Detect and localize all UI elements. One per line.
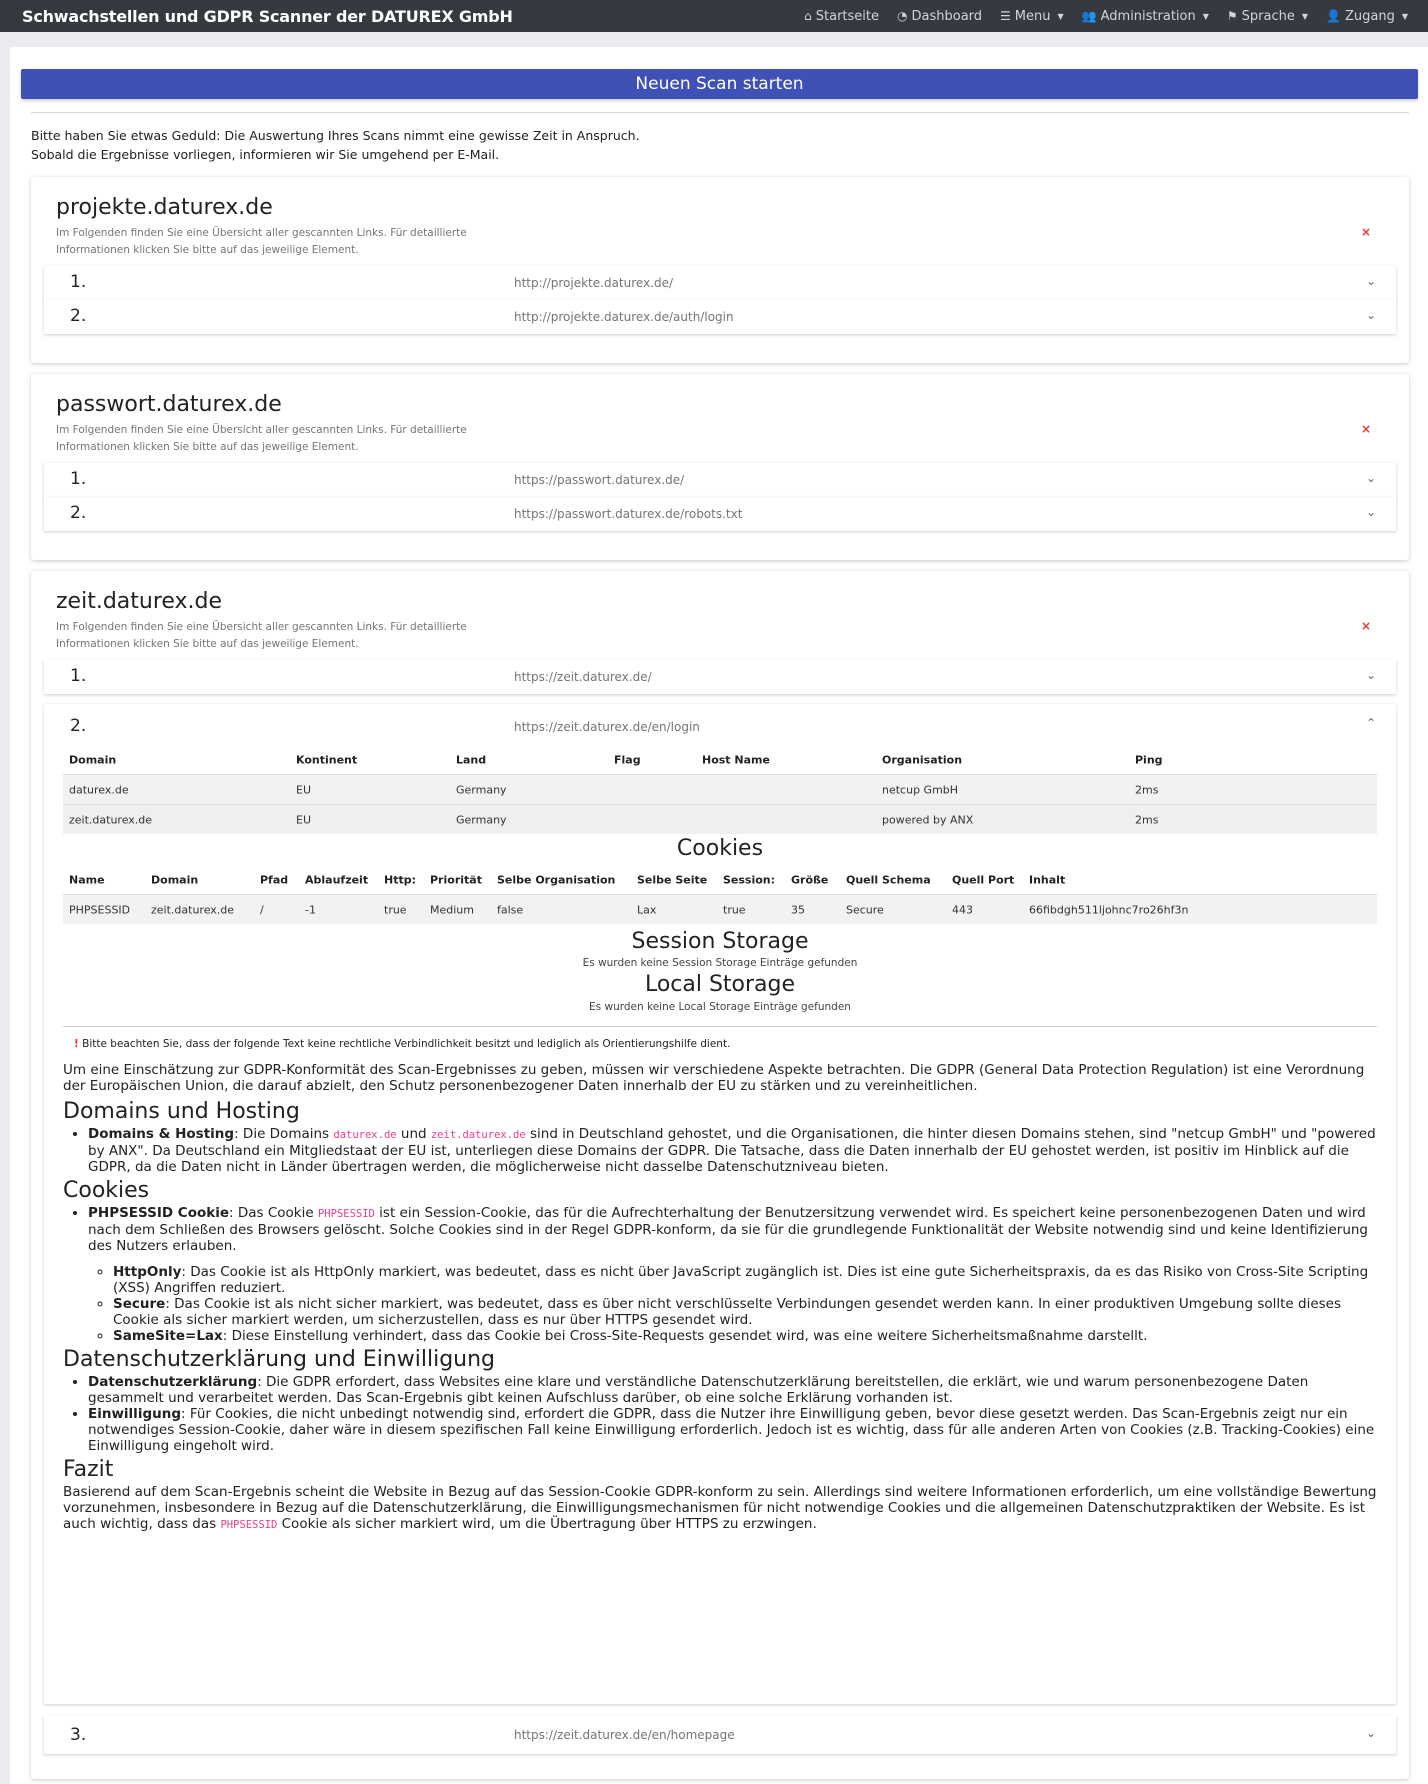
inline-code: PHPSESSID <box>317 1208 375 1220</box>
domain-title: passwort.daturex.de <box>56 392 282 417</box>
link-number: 1. <box>70 469 87 489</box>
col-ablaufzeit: Ablaufzeit <box>305 873 369 887</box>
list-domains <box>63 1126 1383 1175</box>
cell: / <box>260 903 264 916</box>
link-url: https://zeit.daturex.de/ <box>514 670 652 684</box>
domain-card-passwort <box>31 374 1409 560</box>
exclamation-icon: ! <box>74 1038 79 1050</box>
col-domain: Domain <box>151 873 199 887</box>
link-url: http://projekte.daturex.de/auth/login <box>514 310 734 324</box>
local-storage-note: Es wurden keine Local Storage Einträge gefunden <box>589 1001 851 1013</box>
delete-domain-button[interactable]: × <box>1360 619 1371 633</box>
link-url: https://passwort.daturex.de/robots.txt <box>514 507 743 521</box>
link-number: 1. <box>70 666 87 686</box>
col-ping: Ping <box>1135 753 1163 767</box>
list-item <box>113 1264 1383 1296</box>
nav-zugang[interactable] <box>1326 9 1408 24</box>
item-label: HttpOnly <box>113 1264 182 1280</box>
hosts-table <box>63 746 1377 834</box>
col-http: Http: <box>384 873 416 887</box>
link-url: https://zeit.daturex.de/en/login <box>514 720 700 734</box>
top-navbar <box>0 0 1428 32</box>
nav-sprache-label: Sprache <box>1241 8 1295 24</box>
item-label: Datenschutzerklärung <box>88 1374 258 1390</box>
cell: true <box>723 903 746 916</box>
chevron-down-icon[interactable]: ⌄ <box>1365 471 1376 485</box>
col-domain: Domain <box>69 753 117 767</box>
col-name: Name <box>69 873 105 887</box>
inline-code: PHPSESSID <box>220 1519 278 1531</box>
col-quell-port: Quell Port <box>952 873 1015 887</box>
chevron-down-icon[interactable]: ⌄ <box>1365 308 1376 322</box>
nav-administration[interactable] <box>1082 9 1209 24</box>
fazit-text <box>63 1484 1383 1533</box>
link-row[interactable] <box>44 300 1396 334</box>
cell: zeit.daturex.de <box>151 903 235 916</box>
delete-domain-button[interactable]: × <box>1360 422 1371 436</box>
divider <box>31 112 1409 113</box>
delete-domain-button[interactable]: × <box>1360 225 1371 239</box>
divider <box>63 1026 1377 1027</box>
chevron-up-icon[interactable]: ⌃ <box>1365 716 1376 730</box>
nav-startseite[interactable] <box>804 9 879 24</box>
list-cookies <box>63 1205 1383 1344</box>
link-row[interactable] <box>44 1716 1396 1754</box>
main-container <box>10 47 1428 1784</box>
sublist-cookie-flags <box>88 1264 1383 1344</box>
table-header <box>63 746 1377 774</box>
cell: daturex.de <box>69 783 129 796</box>
start-scan-button[interactable]: Neuen Scan starten <box>21 69 1418 99</box>
cell: powered by ANX <box>882 813 974 826</box>
link-number: 2. <box>70 503 87 523</box>
link-number: 1. <box>70 272 87 292</box>
user-icon: 👤 <box>1326 9 1341 23</box>
brand-title[interactable]: Schwachstellen und GDPR Scanner der DATUREX GmbH <box>22 6 513 26</box>
col-session: Session: <box>723 873 776 887</box>
domain-card-zeit <box>31 571 1409 1779</box>
home-icon: ⌂ <box>804 9 812 23</box>
link-number: 3. <box>70 1725 87 1745</box>
link-row[interactable] <box>44 463 1396 497</box>
chevron-down-icon[interactable]: ⌄ <box>1365 668 1376 682</box>
link-url: http://projekte.daturex.de/ <box>514 276 674 290</box>
col-groesse: Größe <box>791 873 829 887</box>
cell: Germany <box>456 783 507 796</box>
domain-subtitle: Im Folgenden finden Sie eine Übersicht aller gescannten Links. Für detaillierte Informationen klicken Sie bitte auf das jeweilige Element. <box>56 227 467 256</box>
domain-title: projekte.daturex.de <box>56 195 273 220</box>
cell: netcup GmbH <box>882 783 959 796</box>
list-item <box>113 1328 1383 1344</box>
domain-card-projekte <box>31 177 1409 363</box>
cell: EU <box>296 783 312 796</box>
cell: -1 <box>305 903 316 916</box>
nav-sprache[interactable] <box>1227 9 1308 24</box>
item-text: : Die Domains <box>234 1126 334 1142</box>
cell: PHPSESSID <box>69 903 131 916</box>
caret-down-icon: ▼ <box>1401 11 1408 21</box>
nav-menu[interactable] <box>1000 9 1064 24</box>
cell: true <box>384 903 407 916</box>
cell: Lax <box>637 903 657 916</box>
chevron-down-icon[interactable]: ⌄ <box>1365 505 1376 519</box>
item-text: : Die GDPR erfordert, dass Websites eine klare und verständliche Datenschutzerklärung bereitstellen, die erklärt, wie und warum personenbezogene Daten gesammelt und verarbeitet werden. Das Scan-Ergebnis gibt keinen Aufschluss darüber, ob eine solche Erklärung vorhanden ist. <box>88 1374 1309 1406</box>
cell: 2ms <box>1135 813 1159 826</box>
item-text: Basierend auf dem Scan-Ergebnis scheint die Website in Bezug auf das Session-Cookie GDPR-konform zu sein. Allerdings sind weitere Informationen erforderlich, um eine vollständige Bewertung vorzunehmen, insbesondere in Bezug auf die Datenschutzerklärung, die Einwilligungsmechanismen für nicht notwendige Cookies und die allgemeinen Datenschutzpraktiken der Website. Es ist auch wichtig, dass das <box>63 1484 1377 1532</box>
inline-code: daturex.de <box>333 1129 397 1141</box>
wait-line-2: Sobald die Ergebnisse vorliegen, informieren wir Sie umgehend per E-Mail. <box>31 147 500 162</box>
item-text: : Für Cookies, die nicht unbedingt notwendig sind, erfordert die GDPR, dass die Nutzer ihre Einwilligung geben, bevor diese gesetzt werden. Das Scan-Ergebnis zeigt nur ein notwendiges Session-Cookie, daher wäre in diesem spezifischen Fall keine Einwilligung erforderlich. Jedoch ist es wichtig, dass für alle anderen Arten von Cookies (z.B. Tracking-Cookies) eine Einwilligung eingeholt wird. <box>88 1406 1375 1454</box>
table-row <box>63 804 1377 834</box>
nav-startseite-label: Startseite <box>815 8 880 24</box>
heading-cookies: Cookies <box>63 1178 150 1203</box>
nav-zugang-label: Zugang <box>1344 8 1395 24</box>
gdpr-assessment <box>63 1062 1383 1533</box>
col-hostname: Host Name <box>702 753 770 767</box>
item-text: ist ein Session-Cookie, das für die Aufrechterhaltung der Benutzersitzung verwendet wird. Es speichert keine personenbezogenen Daten und wird nach dem Schließen des Browsers gelöscht. Solche Cookies sind in der Regel GDPR-konform, da sie für die grundlegende Funktionalität der Website notwendig sind und keine Identifizierung des Nutzers erlauben. <box>88 1205 1369 1254</box>
heading-domains: Domains und Hosting <box>63 1099 300 1124</box>
table-row <box>63 894 1377 924</box>
table-header <box>63 866 1377 894</box>
dashboard-icon: ◔ <box>897 9 908 23</box>
col-flag: Flag <box>614 753 641 767</box>
chevron-down-icon[interactable]: ⌄ <box>1365 1726 1376 1740</box>
link-number: 2. <box>70 306 87 326</box>
item-text: : Das Cookie <box>229 1205 318 1221</box>
col-kontinent: Kontinent <box>296 753 358 767</box>
item-text: : Diese Einstellung verhindert, dass das Cookie bei Cross-Site-Requests gesendet wird, was eine weitere Sicherheitsmaßnahme darstellt. <box>222 1328 1148 1344</box>
item-text: sind in Deutschland gehostet, und die Organisationen, die hinter diesen Domains stehen, sind "netcup GmbH" und "powered by ANX". Da Deutschland ein Mitgliedstaat der EU ist, unterliegen diese Domains der GDPR. Die Tatsache, dass die Daten innerhalb der EU gehostet werden, ist positiv im Hinblick auf die GDPR, da die Daten nicht in Länder übertragen werden, die möglicherweise nicht dasselbe Datenschutzniveau bieten. <box>88 1126 1376 1175</box>
col-pfad: Pfad <box>260 873 289 887</box>
col-selbe-seite: Selbe Seite <box>637 873 708 887</box>
cell: Germany <box>456 813 507 826</box>
item-label: SameSite=Lax <box>113 1328 223 1344</box>
nav-dashboard-label: Dashboard <box>911 8 983 24</box>
list-item <box>88 1126 1383 1175</box>
link-url: https://passwort.daturex.de/ <box>514 473 685 487</box>
heading-privacy: Datenschutzerklärung und Einwilligung <box>63 1347 496 1372</box>
col-selbe-organisation: Selbe Organisation <box>497 873 616 887</box>
cell: 35 <box>791 903 805 916</box>
caret-down-icon: ▼ <box>1301 11 1309 21</box>
gdpr-intro: Um eine Einschätzung zur GDPR-Konformität des Scan-Ergebnisses zu geben, müssen wir verschiedene Aspekte betrachten. Die GDPR (General Data Protection Regulation) ist eine Verordnung der Europäischen Union, die darauf abzielt, den Schutz personenbezogener Daten innerhalb der EU zu stärken und zu vereinheitlichen. <box>63 1062 1365 1094</box>
domain-title: zeit.daturex.de <box>56 589 223 614</box>
item-label: Secure <box>113 1296 166 1312</box>
session-storage-note: Es wurden keine Session Storage Einträge gefunden <box>582 957 858 969</box>
cell: EU <box>296 813 312 826</box>
list-item <box>88 1406 1383 1454</box>
col-organisation: Organisation <box>882 753 963 767</box>
link-row[interactable] <box>44 660 1396 694</box>
flag-icon: ⚑ <box>1226 9 1238 23</box>
wait-line-1: Bitte haben Sie etwas Geduld: Die Auswertung Ihres Scans nimmt eine gewisse Zeit in Anspruch. <box>31 128 640 143</box>
table-row <box>63 774 1377 804</box>
cell: zeit.daturex.de <box>69 813 153 826</box>
cell: 443 <box>952 903 973 916</box>
item-label: Domains & Hosting <box>88 1126 235 1142</box>
link-row[interactable] <box>44 497 1396 531</box>
wait-notice <box>31 126 640 164</box>
cell: Medium <box>430 903 474 916</box>
list-item <box>88 1374 1383 1406</box>
domain-subtitle: Im Folgenden finden Sie eine Übersicht aller gescannten Links. Für detaillierte Informationen klicken Sie bitte auf das jeweilige Element. <box>56 621 467 650</box>
col-inhalt: Inhalt <box>1029 873 1066 887</box>
link-row-expanded <box>44 704 1396 1704</box>
list-privacy <box>63 1374 1383 1454</box>
chevron-down-icon[interactable]: ⌄ <box>1365 274 1376 288</box>
item-text: Cookie als sicher markiert wird, um die Übertragung über HTTPS zu erzwingen. <box>277 1516 817 1532</box>
caret-down-icon: ▼ <box>1057 11 1064 21</box>
users-icon: 👥 <box>1081 9 1097 23</box>
disclaimer <box>74 1038 730 1050</box>
list-icon: ☰ <box>1000 9 1011 23</box>
cell: 66fibdgh511ljohnc7ro26hf3n <box>1029 903 1189 916</box>
list-item <box>113 1296 1383 1328</box>
nav-dashboard[interactable] <box>897 9 982 24</box>
col-quell-schema: Quell Schema <box>846 873 931 887</box>
item-text: : Das Cookie ist als HttpOnly markiert, was bedeutet, dass es nicht über JavaScript zugänglich ist. Dies ist eine gute Sicherheitspraxis, da es das Risiko von Cross-Site Scripting (XSS) Angriffen reduziert. <box>113 1264 1369 1296</box>
nav-menu-label: Menu <box>1014 8 1051 24</box>
item-text: : Das Cookie ist als nicht sicher markiert, was bedeutet, dass es über nicht verschlüsselte Verbindungen gesendet werden kann. In einer produktiven Umgebung sollte dieses Cookie als sicher markiert werden, um sicherzustellen, dass es nur über HTTPS gesendet wird. <box>113 1296 1342 1328</box>
link-row[interactable] <box>44 266 1396 300</box>
item-text: und <box>396 1126 431 1142</box>
local-storage-title: Local Storage <box>644 972 796 997</box>
session-storage-title: Session Storage <box>631 929 809 954</box>
list-item <box>88 1205 1383 1344</box>
item-label: PHPSESSID Cookie <box>88 1205 230 1221</box>
cookies-table <box>63 866 1377 924</box>
col-prioritaet: Priorität <box>430 873 482 887</box>
col-land: Land <box>456 753 487 767</box>
domain-subtitle: Im Folgenden finden Sie eine Übersicht aller gescannten Links. Für detaillierte Informationen klicken Sie bitte auf das jeweilige Element. <box>56 424 467 453</box>
cell: 2ms <box>1135 783 1159 796</box>
cookies-title: Cookies <box>676 836 764 861</box>
cell: false <box>497 903 524 916</box>
cell: Secure <box>846 903 884 916</box>
link-url: https://zeit.daturex.de/en/homepage <box>514 1728 735 1742</box>
heading-fazit: Fazit <box>63 1457 114 1482</box>
disclaimer-text: Bitte beachten Sie, dass der folgende Text keine rechtliche Verbindlichkeit besitzt und lediglich als Orientierungshilfe dient. <box>82 1038 731 1050</box>
nav-items <box>804 0 1408 32</box>
caret-down-icon: ▼ <box>1202 11 1209 21</box>
item-label: Einwilligung <box>88 1406 181 1422</box>
link-number: 2. <box>70 716 87 736</box>
inline-code: zeit.daturex.de <box>430 1129 526 1141</box>
nav-administration-label: Administration <box>1100 8 1196 24</box>
